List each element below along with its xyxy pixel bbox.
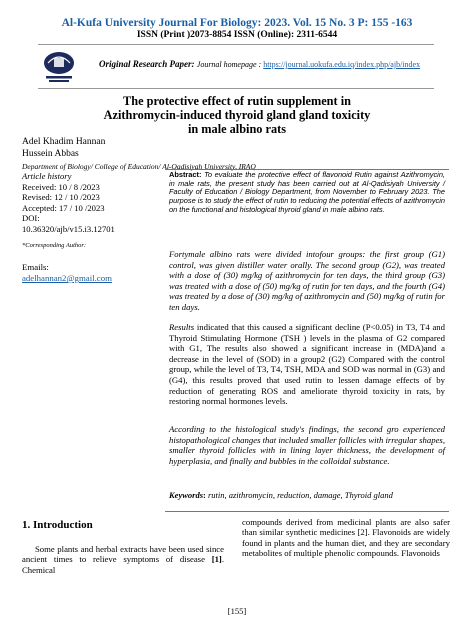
doi-label: DOI: (22, 213, 40, 224)
intro-left-column: Some plants and herbal extracts have been used since ancient times to relieve symptoms of disease [1]. Chemical (22, 544, 224, 575)
emails-block (22, 262, 112, 284)
abstract-paragraph-histology: According to the histological study's findings, the second gro experienced histopathological changes that included smaller follicles with irregular shapes, smaller thyroid follicles with in lining layer thickness, the development of hyperplasia, and finally and bubbles in the colloidal substance. (169, 424, 445, 466)
doi-value: 10.36320/ajb/v15.i3.12701 (22, 223, 115, 234)
header-divider (38, 44, 434, 45)
university-logo (40, 49, 78, 85)
affiliation: Department of Biology/ College of Education/ Al-Qadisiyah University, IRAQ (22, 162, 256, 171)
author-list (22, 136, 105, 160)
corresponding-author-label: *Corresponding Author: (22, 242, 87, 249)
accepted-date: Accepted: 17 / 10 /2023 (22, 202, 105, 213)
author-name: Hussein Abbas (22, 149, 79, 159)
issn-line: ISSN (Print )2073-8854 ISSN (Online): 2311-6544 (136, 30, 338, 40)
paper-title (60, 94, 414, 136)
author-name: Adel Khadim Hannan (22, 137, 106, 147)
received-date: Received: 10 / 8 /2023 (22, 181, 100, 192)
journal-homepage-link[interactable]: https://journal.uokufa.edu.iq/index.php/ajb/index (263, 60, 421, 69)
article-type-label: Original Research Paper (99, 59, 192, 69)
history-label: Article history (22, 171, 72, 181)
abstract-text: To evaluate the protective effect of flavonoid Rutin against Azithromycin, in male rats, the present study has been carried out at Al-Qadisiyah University / Faculty of Education / Biology Department, from November to February 2023. The purpose is to study the effect of rutin to reducing the potential effects of azithromycin on the functional and histological thyroid gland in male albino rats. (169, 170, 445, 214)
keywords-label: Keywords (169, 490, 203, 500)
article-history (22, 171, 162, 235)
revised-date: Revised: 12 / 10 /2023 (22, 192, 100, 203)
title-line: in male albino rats (187, 122, 287, 136)
page-number: [155] (227, 606, 247, 616)
keywords: Keywords: rutin, azithromycin, reduction, damage, Thyroid gland (169, 490, 393, 500)
intro-left-text: Some plants and herbal extracts have been used since ancient times to relieve symptoms of disease (22, 544, 224, 565)
abstract-text-block (169, 171, 445, 215)
title-line: Azithromycin-induced thyroid gland gland toxicity (103, 108, 371, 122)
results-text: indicated that this caused a significant decline (P<0.05) in T3, T4 and Thyroid Stimulating Hormone (TSH ) levels in the plasma of G2 compared with G1, The results also showed a significant increase in (MDA)and a decrease in the level of (SOD) in a group2 (G2) Compared with the control group, while the level of T3, T4, TSH, MDA and SOD was normal in (G3) and (G4), this results proved that used rutin to lessen damage effects of by reduction of generating ROS and ameliorate thyroid toxicity in rats, by restoring normal hormones levels. (169, 322, 445, 407)
title-line: The protective effect of rutin supplement in (123, 94, 351, 108)
abstract-label: Abstract: (169, 170, 202, 179)
title-divider (38, 88, 434, 89)
keywords-text: rutin, azithromycin, reduction, damage, Thyroid gland (207, 490, 393, 500)
citation-ref: [1] (211, 554, 222, 565)
section-heading: 1. Introduction (22, 519, 93, 531)
email-link[interactable]: adelhannan2@gmail.com (22, 273, 112, 283)
abstract-paragraph-results (169, 322, 445, 407)
emails-label: Emails: (22, 262, 49, 272)
intro-left-tail: Chemical (22, 564, 56, 575)
results-lead: Results (169, 322, 195, 332)
abstract-paragraph-methods: Fortymale albino rats were divided intofour groups: the first group (G1) control, was given distiller water orally. The second group (G2), was treated with a dose of (30) mg/kg of azithromycin for ten days, the third group (G3) was treated with a dose of (50) mg/kg of rutin for ten days, and the fourth (G4) was treated by a dose of (30) mg/kg of azithromycin and (50) mg/kg of rutin for ten days. (169, 249, 445, 312)
journal-title: Al-Kufa University Journal For Biology: 2023. Vol. 15 No. 3 P: 155 -163 (61, 17, 413, 29)
article-type-line: Original Research Paper: Journal homepage : https://journal.uokufa.edu.iq/index.php/ajb/index (99, 59, 421, 69)
intro-right-column: compounds derived from medicinal plants are also safer than similar synthetic medicines [2]. Flavonoids are widely found in plants and the human diet, and they are secondary metabolites of multiple phenolic compounds. Flavonoids (242, 517, 450, 559)
homepage-prefix: Journal homepage : (196, 60, 264, 69)
